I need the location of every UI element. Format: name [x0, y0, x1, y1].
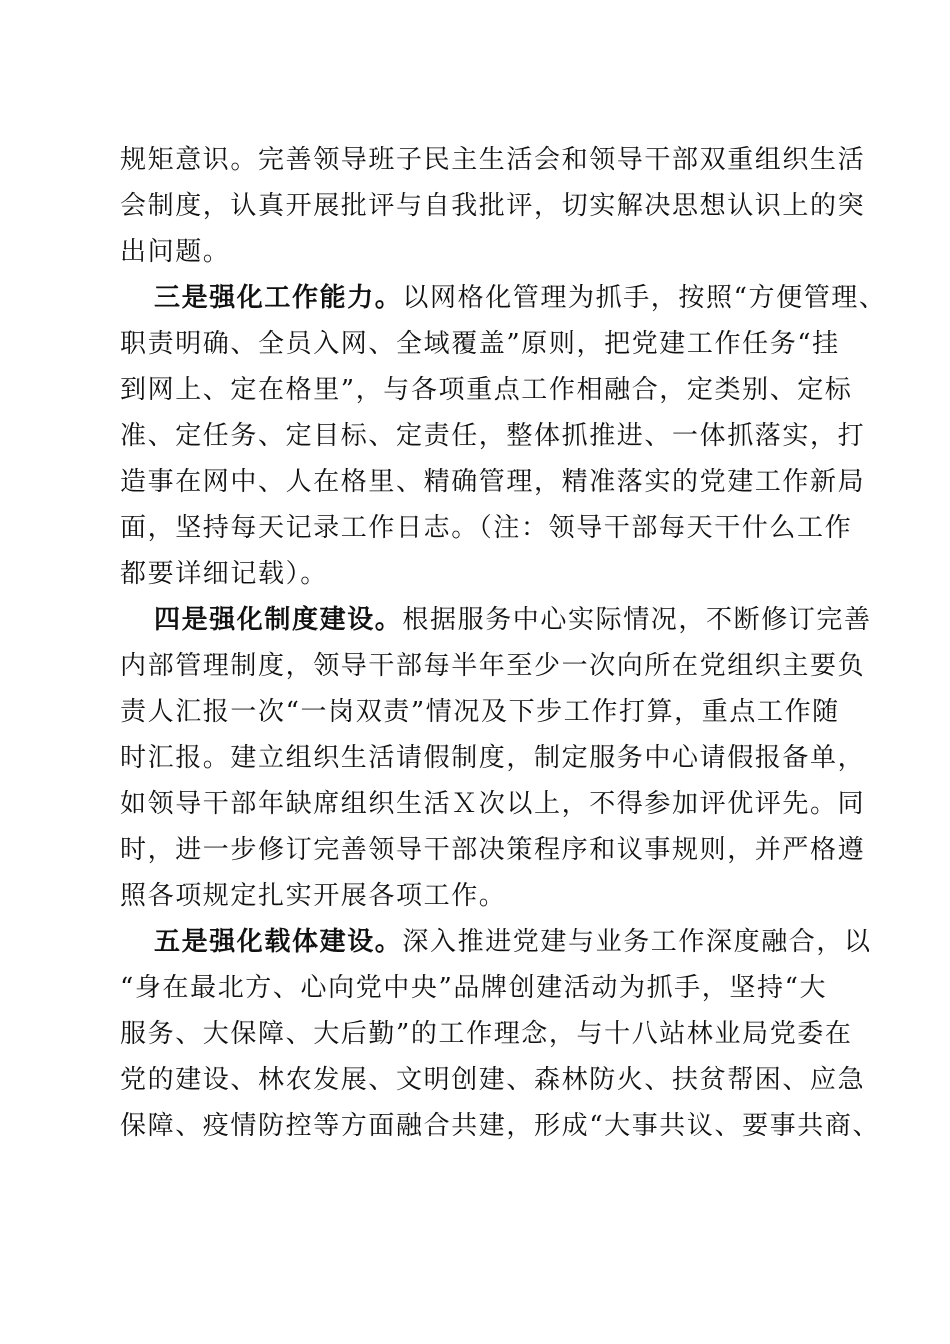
text-segment: 规矩意识。完善领导班子民主生活会和领导干部双重组织生活 — [120, 145, 866, 175]
text-segment: 到网上、定在格里”，与各项重点工作相融合，定类别、定标 — [120, 375, 853, 405]
text-segment: 内部管理制度，领导干部每半年至少一次向所在党组织主要负 — [120, 651, 866, 681]
body-text-line — [120, 965, 832, 1011]
text-segment: 面，坚持每天记录工作日志。（注：领导干部每天干什么工作 — [120, 513, 853, 543]
text-segment: 准、定任务、定目标、定责任，整体抓推进、一体抓落实，打 — [120, 421, 866, 451]
text-segment: 如领导干部年缺席组织生活Ｘ次以上，不得参加评优评先。同 — [120, 789, 866, 819]
paragraph-heading: 四是强化制度建设。 — [154, 605, 403, 635]
paragraph-heading: 五是强化载体建设。 — [154, 927, 403, 957]
paragraph-4-first-line — [154, 597, 872, 643]
text-segment: 根据服务中心实际情况，不断修订完善 — [402, 605, 872, 635]
body-text-line — [120, 229, 832, 275]
body-text-line — [120, 367, 853, 413]
text-segment: 党的建设、林农发展、文明创建、森林防火、扶贫帮困、应急 — [120, 1065, 866, 1095]
text-segment: 深入推进党建与业务工作深度融合，以 — [402, 927, 872, 957]
text-segment: 造事在网中、人在格里、精确管理，精准落实的党建工作新局 — [120, 467, 866, 497]
body-text-line — [120, 137, 866, 183]
text-segment: 时汇报。建立组织生活请假制度，制定服务中心请假报备单， — [120, 743, 866, 773]
text-segment: 责人汇报一次“一岗双责”情况及下步工作打算，重点工作随 — [120, 697, 840, 727]
body-text-line — [120, 873, 832, 919]
body-text-line — [120, 413, 866, 459]
paragraph-3-first-line — [154, 275, 887, 321]
body-text-line — [120, 827, 866, 873]
text-segment: 职责明确、全员入网、全域覆盖”原则，把党建工作任务“挂 — [120, 329, 840, 359]
body-text-line — [120, 551, 832, 597]
text-segment: 服务、大保障、大后勤”的工作理念，与十八站林业局党委在 — [120, 1019, 853, 1049]
body-text-line — [120, 183, 866, 229]
body-text-line — [120, 1011, 853, 1057]
text-segment: 会制度，认真开展批评与自我批评，切实解决思想认识上的突 — [120, 191, 866, 221]
text-segment: 保障、疫情防控等方面融合共建，形成“大事共议、要事共商、 — [120, 1111, 881, 1141]
body-text-line — [120, 1103, 881, 1149]
text-segment: “身在最北方、心向党中央”品牌创建活动为抓手，坚持“大 — [120, 973, 828, 1003]
body-text-line — [120, 459, 866, 505]
body-text-line — [120, 781, 866, 827]
text-segment: 出问题。 — [120, 237, 231, 267]
text-segment: 照各项规定扎实开展各项工作。 — [120, 881, 507, 911]
text-segment: 都要详细记载）。 — [120, 559, 328, 589]
body-text-line — [120, 1057, 866, 1103]
body-text-line — [120, 689, 840, 735]
body-text-line — [120, 321, 840, 367]
paragraph-5-first-line — [154, 919, 872, 965]
paragraph-heading: 三是强化工作能力。 — [154, 283, 403, 313]
body-text-line — [120, 505, 853, 551]
body-text-line — [120, 735, 866, 781]
text-segment: 时，进一步修订完善领导干部决策程序和议事规则，并严格遵 — [120, 835, 866, 865]
text-segment: 以网格化管理为抓手，按照“方便管理、 — [402, 283, 887, 313]
body-text-line — [120, 643, 866, 689]
